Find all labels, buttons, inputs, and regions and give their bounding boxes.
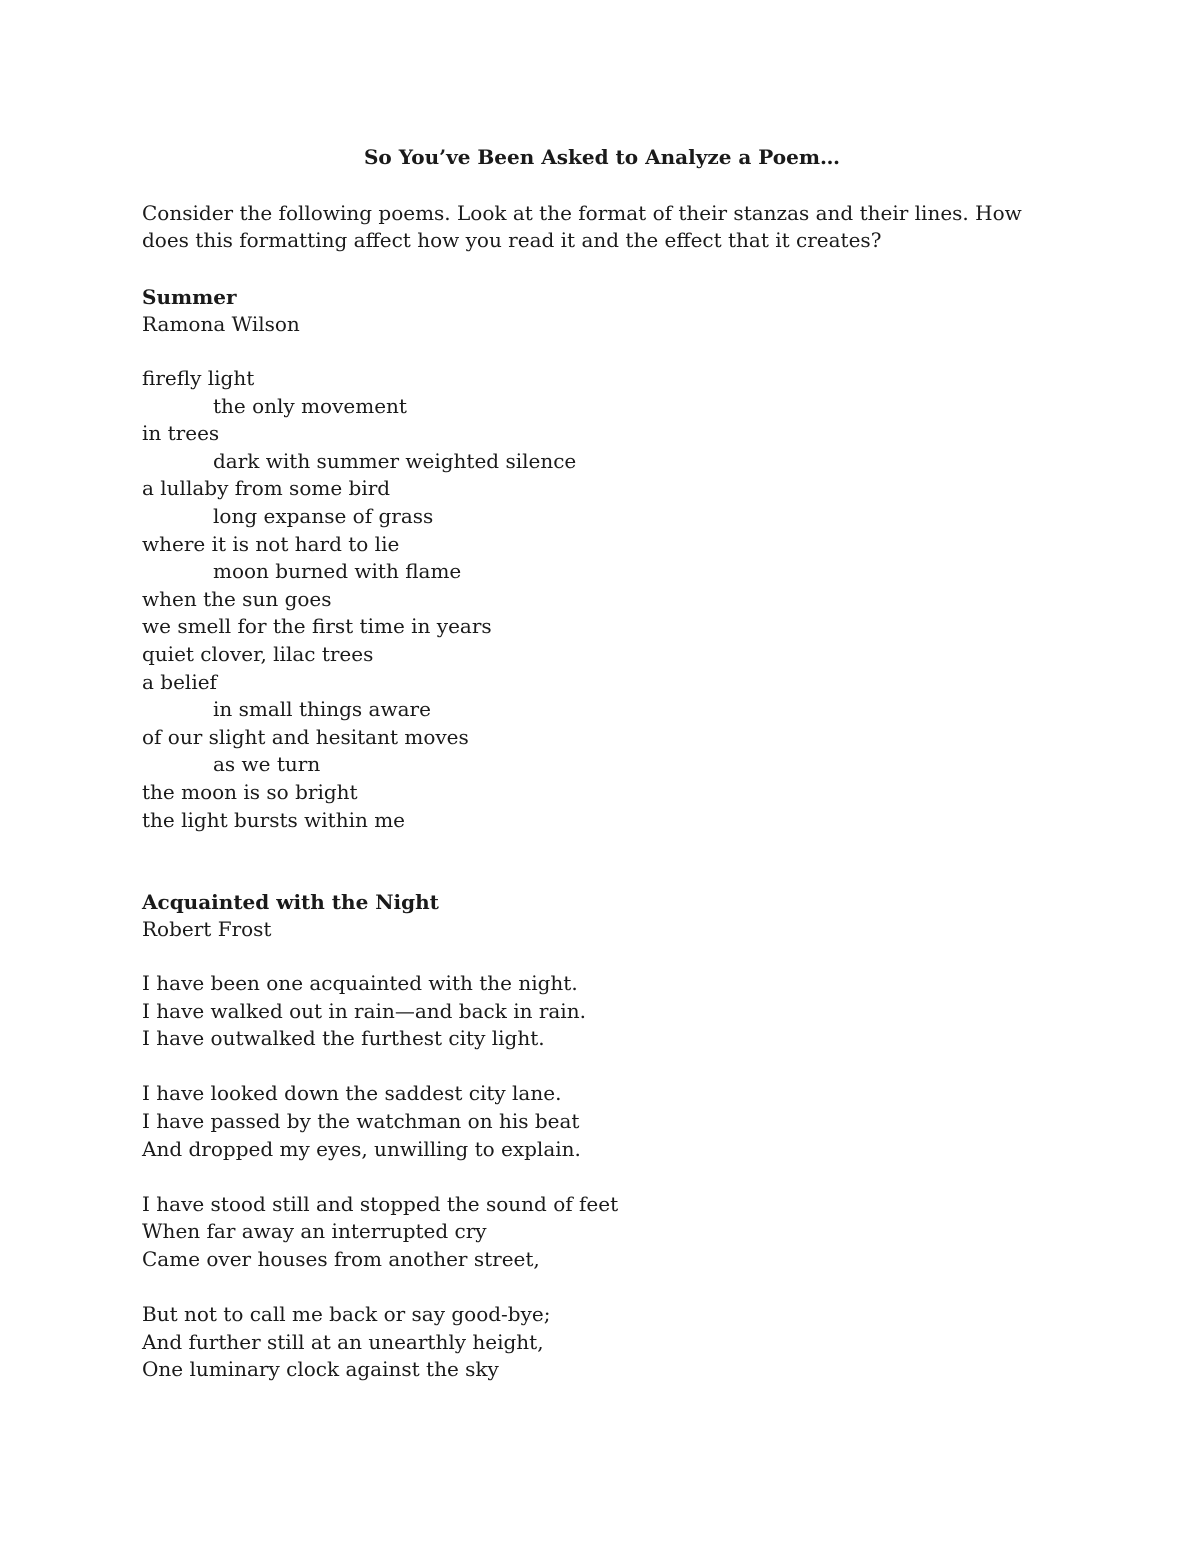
poem-line: But not to call me back or say good-bye; — [142, 1302, 551, 1327]
poem-stanza — [142, 1080, 1062, 1163]
poem-line: the only movement — [213, 393, 407, 418]
poem-line: When far away an interrupted cry — [142, 1219, 487, 1244]
poem-stanza — [142, 1301, 1062, 1384]
poem-author: Robert Frost — [142, 917, 272, 942]
poem-line: the moon is so bright — [142, 779, 358, 804]
poem-line: One luminary clock against the sky — [142, 1357, 499, 1382]
poem-summer — [142, 284, 1062, 834]
poem-acquainted-with-the-night — [142, 889, 1062, 1384]
poem-line: Came over houses from another street, — [142, 1247, 540, 1272]
poem-line: And dropped my eyes, unwilling to explain. — [142, 1136, 581, 1161]
poem-line: where it is not hard to lie — [142, 531, 400, 556]
poem-title: Acquainted with the Night — [142, 890, 439, 915]
poem-line: And further still at an unearthly height, — [142, 1329, 544, 1354]
poem-line: we smell for the first time in years — [142, 614, 492, 639]
poem-line: I have been one acquainted with the night. — [142, 971, 578, 996]
poem-line: I have passed by the watchman on his beat — [142, 1109, 580, 1134]
poem-line: of our slight and hesitant moves — [142, 724, 469, 749]
poem-line: quiet clover, lilac trees — [142, 641, 374, 666]
poem-line: the light bursts within me — [142, 807, 406, 832]
poem-line: a belief — [142, 669, 217, 694]
poem-line: I have looked down the saddest city lane. — [142, 1081, 562, 1106]
poem-line: as we turn — [213, 752, 321, 777]
poem-stanza — [142, 1191, 1062, 1274]
poem-line: firefly light — [142, 366, 255, 390]
poem-stanza — [142, 365, 1062, 834]
poem-line: I have stood still and stopped the sound of feet — [142, 1191, 619, 1216]
poem-line: long expanse of grass — [213, 503, 434, 528]
poem-line: in trees — [142, 421, 220, 446]
poem-line: dark with summer weighted silence — [213, 448, 577, 473]
poem-line: I have walked out in rain—and back in rain. — [142, 998, 586, 1023]
poem-body — [142, 970, 1062, 1384]
poem-author: Ramona Wilson — [142, 312, 300, 336]
poem-body — [142, 365, 1062, 834]
poem-stanza — [142, 970, 1062, 1053]
poem-line: in small things aware — [213, 697, 431, 722]
poem-title: Summer — [142, 285, 237, 309]
document-title: So You’ve Been Asked to Analyze a Poem… — [363, 145, 841, 169]
poem-line: I have outwalked the furthest city light. — [142, 1026, 545, 1051]
poem-line: moon burned with flame — [213, 559, 462, 584]
document-intro: Consider the following poems. Look at the format of their stanzas and their lines. How does this formatting affect how you read it and the effect that it creates? — [142, 201, 1022, 252]
poem-line: when the sun goes — [142, 586, 332, 611]
document-page — [142, 142, 1062, 1384]
poem-line: a lullaby from some bird — [142, 476, 391, 501]
